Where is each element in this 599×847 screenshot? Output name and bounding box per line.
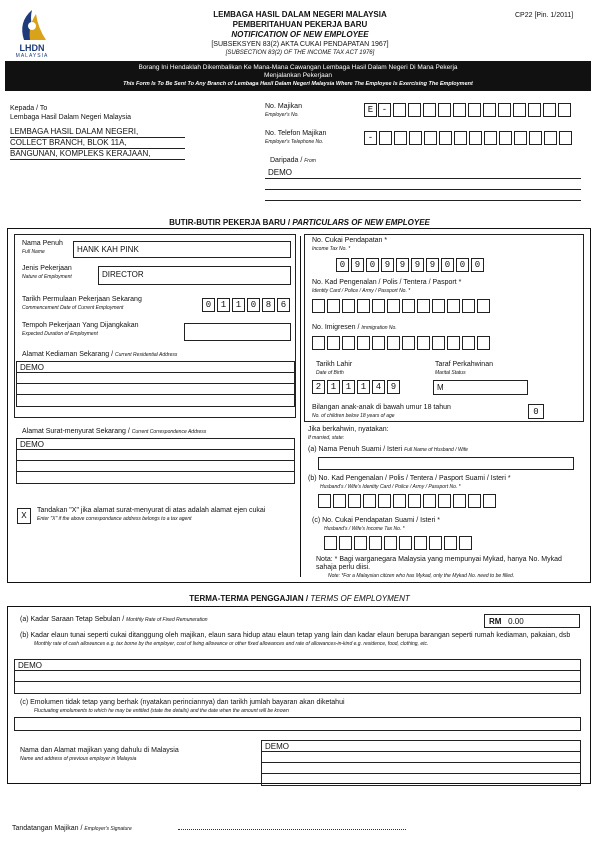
spouse-tax-cells[interactable] bbox=[324, 536, 474, 550]
instruction-banner bbox=[5, 61, 591, 91]
from-field[interactable] bbox=[265, 168, 581, 201]
start-date-cells[interactable]: 0 1 1 0 8 6 bbox=[202, 298, 292, 312]
residential-address-field[interactable]: DEMO bbox=[16, 361, 295, 407]
addressee-address bbox=[10, 127, 185, 160]
full-name-field[interactable]: HANK KAH PINK bbox=[73, 241, 291, 258]
tax-no-label: No. Cukai Pendapatan * Income Tax No. * bbox=[312, 237, 388, 252]
banner-line-3: This Form Is To Be Sent To Any Branch of Lembaga Hasil Dalam Negeri Malaysia Where The Employee Is Exercising The Employment bbox=[123, 81, 473, 87]
header-form-title: PEMBERITAHUAN PEKERJA BARU bbox=[232, 20, 368, 29]
marital-label: Taraf Perkahwinan Marital Status bbox=[435, 361, 493, 376]
fixed-remuneration-field[interactable]: RM 0.00 bbox=[484, 614, 580, 628]
married-label: Jika berkahwin, nyatakan: If married, state: bbox=[308, 426, 389, 441]
signature-label: Tandatangan Majikan / Employer's Signature bbox=[12, 825, 132, 832]
fixed-remuneration-label: (a) Kadar Saraan Tetap Sebulan / Monthly Rate of Fixed Remuneration bbox=[20, 616, 208, 623]
previous-employer-field[interactable]: DEMO bbox=[261, 740, 581, 786]
job-field[interactable]: DIRECTOR bbox=[98, 266, 291, 285]
spouse-ic-cells[interactable] bbox=[318, 494, 498, 508]
to-label: Kepada / To bbox=[10, 105, 48, 112]
allowance-field[interactable]: DEMO bbox=[14, 659, 581, 694]
from-label: Daripada / From bbox=[270, 157, 316, 164]
employer-tel-label: No. Telefon Majikan Employer's Telephone No. bbox=[265, 130, 327, 145]
form-header bbox=[120, 10, 480, 57]
signature-line[interactable] bbox=[178, 829, 406, 830]
duration-label: Tempoh Pekerjaan Yang Dijangkakan Expected Duration of Employment bbox=[22, 322, 139, 337]
to-label-2: Lembaga Hasil Dalam Negeri Malaysia bbox=[10, 114, 131, 121]
employer-tel-cells[interactable]: - bbox=[364, 131, 574, 145]
form-code: CP22 [Pin. 1/2011] bbox=[515, 12, 574, 19]
addressee bbox=[10, 104, 131, 122]
lhdn-logo bbox=[6, 6, 58, 59]
duration-field[interactable] bbox=[184, 323, 291, 341]
employer-no-cells[interactable]: - bbox=[378, 103, 573, 117]
spouse-tax-label: (c) No. Cukai Pendapatan Suami / Isteri * Husband's / Wife's Income Tax No. * bbox=[312, 517, 441, 532]
ic-label: No. Kad Pengenalan / Polis / Tentera / Pasport * Identity Card / Police / Army / Passport No. * bbox=[312, 279, 462, 294]
fluctuating-emolument-label: (c) Emolumen tidak tetap yang berhak (nyatakan perinciannya) dan tarikh jumlah bayaran akan diketahui Fluctuating emoluments to which he may be entitled (state the details) and the date when the amount will be known bbox=[20, 699, 345, 714]
employer-no-prefix[interactable]: E bbox=[364, 103, 377, 117]
from-line-2[interactable] bbox=[265, 179, 581, 190]
children-field[interactable]: 0 bbox=[528, 404, 544, 419]
previous-employer-label: Nama dan Alamat majikan yang dahulu di Malaysia Name and address of previous employer in Malaysia bbox=[20, 747, 179, 762]
banner-line-1: Borang Ini Hendaklah Dikembalikan Ke Mana-Mana Cawangan Lembaga Hasil Dalam Negeri Di Mana Pekerja bbox=[138, 64, 458, 71]
logo-emblem-icon bbox=[6, 6, 58, 42]
note: Nota: * Bagi warganegara Malaysia yang mempunyai Mykad, hanya No. Mykad sahaja perlu diisi. Note: *For a Malaysian citizen who has Mykad, only the Mykad No. need to be filled. bbox=[316, 556, 562, 579]
marital-status-field[interactable]: M bbox=[433, 380, 528, 395]
children-label: Bilangan anak-anak di bawah umur 18 tahun No. of children below 18 years of age bbox=[312, 404, 451, 419]
from-line-3[interactable] bbox=[265, 190, 581, 201]
banner-line-2: Menjalankan Pekerjaan bbox=[264, 72, 332, 79]
logo-text: LHDN bbox=[19, 43, 45, 53]
immigration-label: No. Imigresen / Immigration No. bbox=[312, 324, 397, 331]
job-label: Jenis Pekerjaan Nature of Employment bbox=[22, 265, 72, 280]
employer-no-label: No. Majikan Employer's No. bbox=[265, 103, 302, 118]
tax-no-cells[interactable]: 0 9 0 9 9 9 9 0 0 0 bbox=[336, 258, 486, 272]
header-form-title-en: NOTIFICATION OF NEW EMPLOYEE bbox=[231, 30, 369, 39]
dob-label: Tarikh Lahir Date of Birth bbox=[316, 361, 353, 376]
name-label: Nama Penuh Full Name bbox=[22, 240, 63, 255]
correspondence-label: Alamat Surat-menyurat Sekarang / Current Correspondence Address bbox=[22, 428, 207, 435]
tax-agent-checkbox[interactable]: X bbox=[17, 508, 31, 524]
spouse-ic-label: (b) No. Kad Pengenalan / Polis / Tentera / Pasport Suami / Isteri * Husband's / Wife's Identity Card / Police / Army / Passport No. * bbox=[308, 475, 511, 490]
address-line-3: BANGUNAN, KOMPLEKS KERAJAAN, bbox=[10, 149, 185, 160]
header-subsection-en: [SUBSECTION 83(2) OF THE INCOME TAX ACT 1976] bbox=[225, 50, 375, 56]
ic-cells[interactable] bbox=[312, 299, 492, 313]
start-date-label: Tarikh Permulaan Pekerjaan Sekarang Commencement Date of Current Employment bbox=[22, 296, 142, 311]
residential-label: Alamat Kediaman Sekarang / Current Residential Address bbox=[22, 351, 178, 358]
spouse-name-label: (a) Nama Penuh Suami / Isteri Full Name of Husband / Wife bbox=[308, 446, 468, 453]
particulars-divider bbox=[300, 236, 301, 577]
correspondence-address-field[interactable]: DEMO bbox=[16, 438, 295, 484]
spouse-name-field[interactable] bbox=[318, 457, 574, 470]
header-subsection: [SUBSEKSYEN 83(2) AKTA CUKAI PENDAPATAN 1967] bbox=[211, 41, 389, 48]
section-terms-title: TERMA-TERMA PENGGAJIAN / TERMS OF EMPLOYMENT bbox=[189, 594, 410, 603]
section-particulars-title: BUTIR-BUTIR PEKERJA BARU / PARTICULARS OF NEW EMPLOYEE bbox=[169, 218, 430, 227]
dob-cells[interactable]: 2 1 1 1 4 9 bbox=[312, 380, 402, 394]
allowance-label: (b) Kadar elaun tunai seperti cukai ditanggung oleh majikan, elaun sara hidup atau elaun tetap yang lain dan kadar elaun berupa barangan seperti rumah kediaman, pakaian, dsb Monthly rate of cash allowances e.g. tax borne by the employer, cost of living allowance or other fixed allowances and rate of allowances-in-kind e.g. residence, food, clothing, etc. bbox=[20, 632, 571, 647]
address-line-1: LEMBAGA HASIL DALAM NEGERI, bbox=[10, 127, 185, 138]
fluctuating-emolument-field[interactable] bbox=[14, 717, 581, 731]
address-line-2: COLLECT BRANCH, BLOK 11A, bbox=[10, 138, 185, 149]
immigration-cells[interactable] bbox=[312, 336, 492, 350]
tax-agent-label: Tandakan "X" jika alamat surat-menyurat di atas adalah alamat ejen cukai Enter "X" if the above correspondance address belongs to a tax agent bbox=[37, 507, 266, 522]
logo-subtext: MALAYSIA bbox=[15, 53, 49, 59]
header-agency: LEMBAGA HASIL DALAM NEGERI MALAYSIA bbox=[213, 10, 387, 19]
from-line-1[interactable]: DEMO bbox=[265, 168, 581, 179]
